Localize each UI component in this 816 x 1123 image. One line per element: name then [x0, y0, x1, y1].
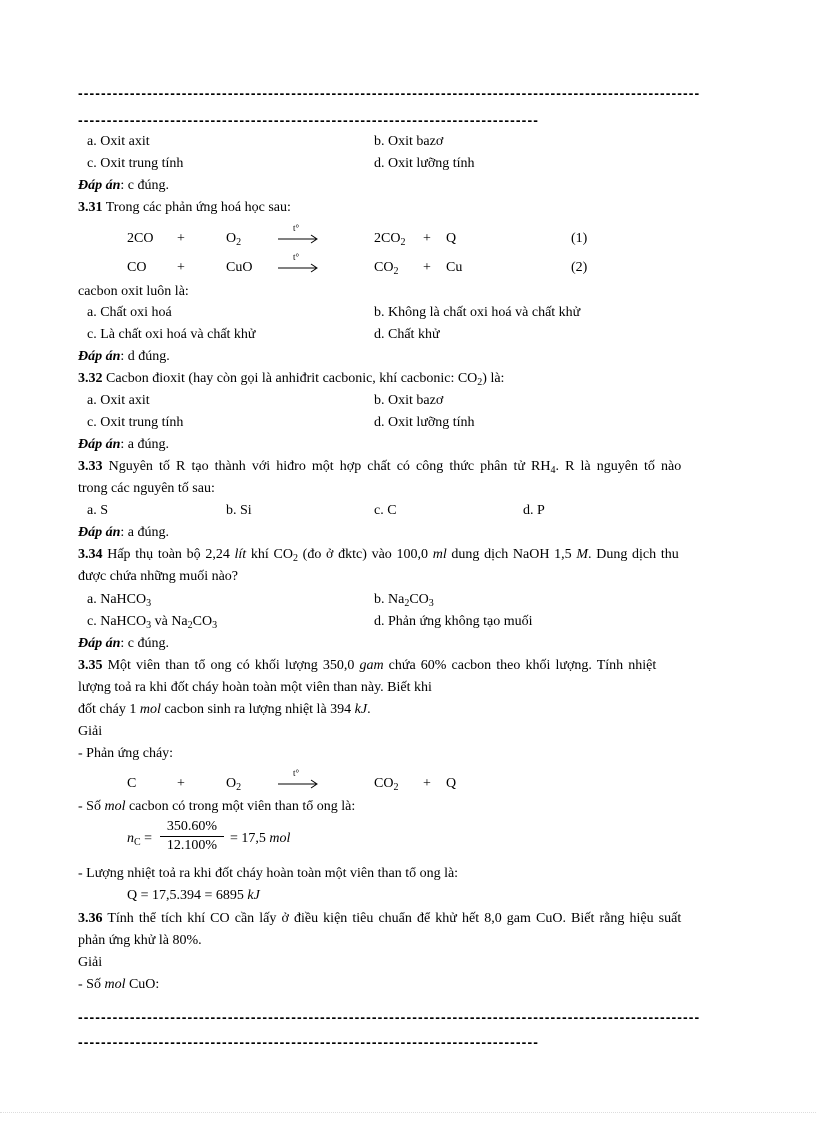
answer-label: Đáp án — [78, 636, 121, 651]
separator-top-1: ------------------------------------------------------------------------------------------------------------ — [78, 86, 701, 100]
q332-question: 3.32 Cacbon đioxit (hay còn gọi là anhiđrit cacbonic, khí cacbonic: $CO_2$) là: — [78, 371, 505, 388]
q334-answer — [78, 636, 169, 652]
q335-solution-label: Giải — [78, 724, 103, 739]
reaction2-condition: t° — [293, 252, 300, 262]
q334-question-line2: được chứa những muối nào? — [78, 569, 239, 584]
q331-stem: cacbon oxit luôn là: — [78, 284, 189, 299]
reaction1-condition: t° — [293, 223, 300, 233]
question-text: Trong các phản ứng hoá học sau: — [105, 200, 291, 215]
q336-solution-label: Giải — [78, 955, 103, 970]
q332-option-c: c. Oxit trung tính — [87, 415, 184, 430]
reaction2-number: (2) — [571, 260, 588, 275]
q335-solution-step1: - Phản ứng cháy: — [78, 746, 174, 761]
reaction2-reactant1: CO — [127, 260, 147, 275]
q330-answer — [78, 178, 169, 194]
q335-question-line3: đốt cháy 1 mol cacbon sinh ra lượng nhiệt là 394 kJ. — [78, 702, 371, 717]
reaction3-plus2: + — [423, 776, 431, 791]
formula-nc-denominator: 12.100% — [166, 838, 218, 853]
q333-option-b: b. Si — [226, 503, 252, 518]
reaction1-plus2: + — [423, 231, 431, 246]
answer-label: Đáp án — [78, 437, 121, 452]
reaction3-reactant2: $O_2$ — [226, 776, 242, 793]
formula-nc-lhs: $n_C$ = — [127, 831, 153, 848]
separator-top-2: -------------------------------------------------------------------------------- — [78, 113, 539, 127]
q333-option-d: d. P — [523, 503, 545, 518]
reaction2-plus1: + — [177, 260, 185, 275]
answer-label: Đáp án — [78, 349, 121, 364]
q333-option-c: c. C — [374, 503, 397, 518]
answer-text: : c đúng. — [120, 636, 170, 651]
question-number: 3.31 — [78, 200, 103, 215]
q330-option-b: b. Oxit bazơ — [374, 134, 444, 149]
answer-label: Đáp án — [78, 178, 121, 193]
reaction2-product2: Cu — [446, 260, 463, 275]
reaction1-product2: Q — [446, 231, 457, 246]
q335-solution-step2: - Số mol cacbon có trong một viên than tổ ong là: — [78, 799, 356, 814]
reaction3-reactant1: C — [127, 776, 137, 791]
q336-solution-step1: - Số mol CuO: — [78, 977, 160, 992]
reaction1-reactant2: $O_2$ — [226, 231, 242, 248]
reaction1-plus1: + — [177, 231, 185, 246]
reaction2-arrow-icon — [278, 262, 318, 274]
q335-question: 3.35 Một viên than tổ ong có khối lượng 350,0 gam chứa 60% cacbon theo khối lượng. Tính nhiệt — [78, 658, 657, 673]
q332-answer — [78, 437, 169, 453]
q334-option-b: b. $Na_2CO_3$ — [374, 592, 434, 609]
reaction3-condition: t° — [293, 768, 300, 778]
answer-text: : c đúng. — [120, 178, 170, 193]
reaction3-product2: Q — [446, 776, 457, 791]
reaction1-arrow-icon — [278, 233, 318, 245]
reaction1-number: (1) — [571, 231, 588, 246]
q331-option-d: d. Chất khử — [374, 327, 440, 342]
q333-question: 3.33 Nguyên tố R tạo thành với hiđro một hợp chất có công thức phân tử $RH_4$. R là nguyên tố nào — [78, 459, 682, 476]
separator-bottom-2: -------------------------------------------------------------------------------- — [78, 1035, 539, 1049]
q331-question — [78, 200, 291, 216]
answer-text: : d đúng. — [120, 349, 170, 364]
formula-q: Q = 17,5.394 = 6895 kJ — [127, 888, 260, 903]
q332-option-b: b. Oxit bazơ — [374, 393, 444, 408]
reaction2-reactant2: CuO — [226, 260, 253, 275]
page-bottom-border — [0, 1112, 816, 1113]
formula-nc-numerator: 350.60% — [166, 819, 218, 834]
formula-nc-fraction — [160, 818, 224, 855]
q333-question-line2: trong các nguyên tố sau: — [78, 481, 215, 496]
q334-option-d: d. Phản ứng không tạo muối — [374, 614, 533, 629]
answer-text: : a đúng. — [120, 437, 170, 452]
formula-nc-rhs: = 17,5 mol — [230, 831, 291, 846]
q330-option-c: c. Oxit trung tính — [87, 156, 184, 171]
answer-text: : a đúng. — [120, 525, 170, 540]
q333-option-a: a. S — [87, 503, 108, 518]
q334-option-a: a. NaHCO$_3$ — [87, 592, 152, 609]
q336-question: 3.36 Tính thể tích khí CO cần lấy ở điều kiện tiêu chuẩn để khử hết 8,0 gam CuO. Biết rằng hiệu suất — [78, 911, 682, 926]
answer-label: Đáp án — [78, 525, 121, 540]
reaction3-product1: $CO_2$ — [374, 776, 399, 793]
q333-answer — [78, 525, 169, 541]
separator-bottom-1: ------------------------------------------------------------------------------------------------------------ — [78, 1010, 701, 1024]
q336-question-line2: phản ứng khử là 80%. — [78, 933, 202, 948]
q334-option-c: c. NaHCO$_3$ và $Na_2CO_3$ — [87, 614, 218, 631]
q334-question: 3.34 Hấp thụ toàn bộ 2,24 lít khí $CO_2$ (đo ở đktc) vào 100,0 ml dung dịch NaOH 1,5 M. Dung dịch thu — [78, 547, 679, 564]
q332-option-a: a. Oxit axit — [87, 393, 150, 408]
q332-option-d: d. Oxit lưỡng tính — [374, 415, 475, 430]
q335-solution-step3: - Lượng nhiệt toả ra khi đốt cháy hoàn toàn một viên than tổ ong là: — [78, 866, 459, 881]
reaction1-reactant1: 2CO — [127, 231, 154, 246]
reaction1-product1: $2CO_2$ — [374, 231, 406, 248]
q330-option-d: d. Oxit lưỡng tính — [374, 156, 475, 171]
q331-option-c: c. Là chất oxi hoá và chất khử — [87, 327, 256, 342]
q331-option-a: a. Chất oxi hoá — [87, 305, 172, 320]
reaction3-plus1: + — [177, 776, 185, 791]
q331-option-b: b. Không là chất oxi hoá và chất khử — [374, 305, 581, 320]
reaction3-arrow-icon — [278, 778, 318, 790]
q330-option-a: a. Oxit axit — [87, 134, 150, 149]
reaction2-plus2: + — [423, 260, 431, 275]
q331-answer — [78, 349, 170, 365]
reaction2-product1: $CO_2$ — [374, 260, 399, 277]
q335-question-line2: lượng toả ra khi đốt cháy hoàn toàn một viên than này. Biết khi — [78, 680, 432, 695]
